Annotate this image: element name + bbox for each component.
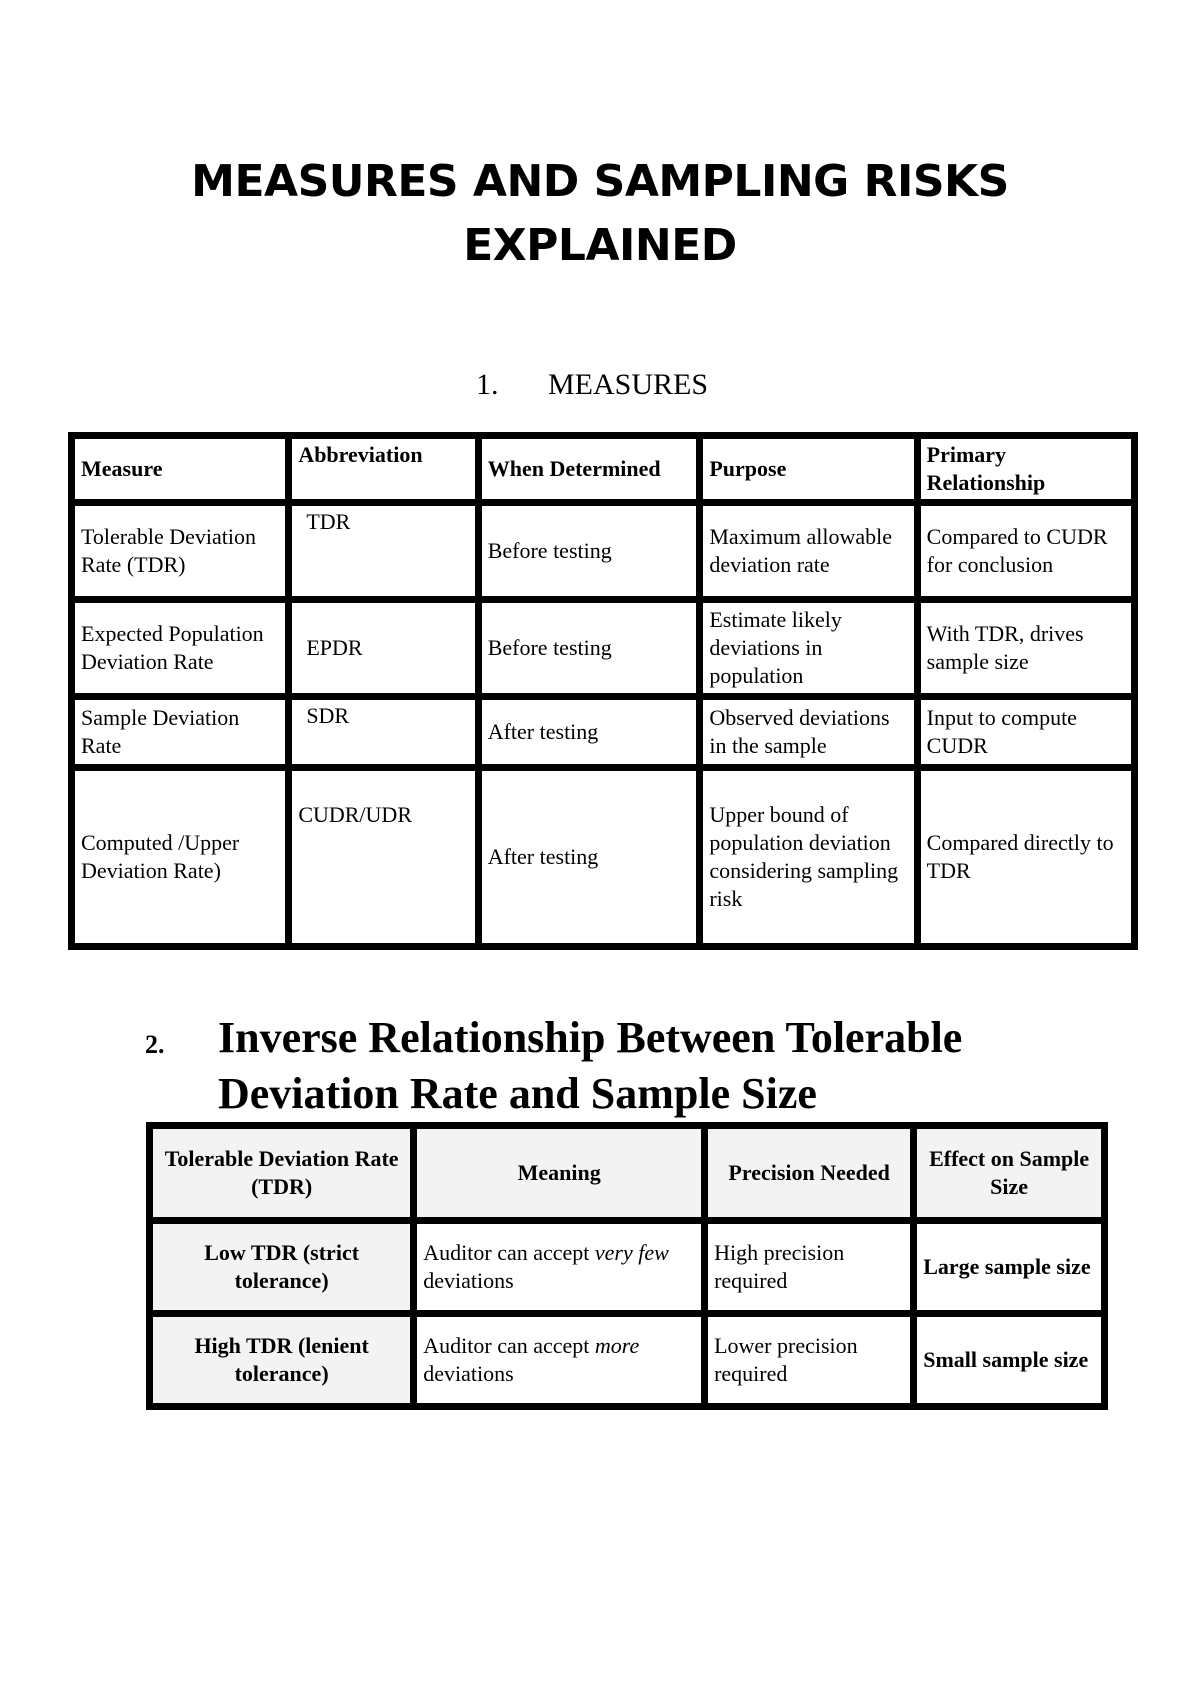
cell-when-determined: After testing [482, 771, 697, 943]
cell-effect: Large sample size [917, 1224, 1101, 1310]
table-row [153, 1224, 1101, 1310]
header-abbreviation: Abbreviation [292, 439, 474, 499]
meaning-prefix: Auditor can accept [423, 1333, 595, 1358]
cell-when-determined: Before testing [482, 603, 697, 693]
cell-purpose: Estimate likely deviations in population [703, 603, 913, 693]
table-row [75, 506, 1131, 596]
document-title-line-1: MEASURES AND SAMPLING RISKS [191, 156, 1009, 207]
cell-meaning [417, 1224, 701, 1310]
document-title-line-2: EXPLAINED [463, 220, 737, 271]
cell-effect: Small sample size [917, 1317, 1101, 1403]
cell-abbreviation: TDR [292, 506, 474, 596]
meaning-prefix: Auditor can accept [423, 1240, 595, 1265]
section-2-heading-line-2: Deviation Rate and Sample Size [218, 1069, 817, 1118]
table-row [75, 771, 1131, 943]
cell-measure: Sample Deviation Rate [75, 700, 285, 764]
cell-primary-relationship: Compared to CUDR for conclusion [921, 506, 1131, 596]
meaning-suffix: deviations [423, 1268, 514, 1293]
header-meaning: Meaning [417, 1129, 701, 1217]
tdr-header-row [153, 1129, 1101, 1217]
cell-abbreviation: EPDR [292, 603, 474, 693]
section-2-number: 2. [145, 1030, 165, 1059]
cell-precision: Lower precision required [708, 1317, 910, 1403]
cell-measure: Tolerable Deviation Rate (TDR) [75, 506, 285, 596]
cell-primary-relationship: Input to compute CUDR [921, 700, 1131, 764]
cell-primary-relationship: With TDR, drives sample size [921, 603, 1131, 693]
header-purpose: Purpose [703, 439, 913, 499]
table-row [75, 603, 1131, 693]
cell-precision: High precision required [708, 1224, 910, 1310]
cell-purpose: Observed deviations in the sample [703, 700, 913, 764]
cell-purpose: Maximum allowable deviation rate [703, 506, 913, 596]
cell-when-determined: After testing [482, 700, 697, 764]
cell-meaning [417, 1317, 701, 1403]
meaning-suffix: deviations [423, 1361, 514, 1386]
cell-purpose: Upper bound of population deviation considering sampling risk [703, 771, 913, 943]
measures-header-row [75, 439, 1131, 499]
cell-measure: Computed /Upper Deviation Rate) [75, 771, 285, 943]
cell-tdr: High TDR (lenient tolerance) [153, 1317, 410, 1403]
section-1-heading [476, 368, 708, 402]
table-row [75, 700, 1131, 764]
section-1-title: MEASURES [548, 368, 709, 401]
cell-measure: Expected Population Deviation Rate [75, 603, 285, 693]
cell-tdr: Low TDR (strict tolerance) [153, 1224, 410, 1310]
section-1-number: 1. [476, 368, 499, 401]
header-tdr: Tolerable Deviation Rate (TDR) [153, 1129, 410, 1217]
cell-abbreviation: SDR [292, 700, 474, 764]
document-title [0, 150, 1200, 278]
meaning-emphasis: more [594, 1333, 640, 1358]
header-effect-on-sample-size: Effect on Sample Size [917, 1129, 1101, 1217]
meaning-emphasis: very few [594, 1240, 669, 1265]
cell-abbreviation: CUDR/UDR [292, 771, 474, 943]
header-measure: Measure [75, 439, 285, 499]
header-when-determined: When Determined [482, 439, 697, 499]
header-primary-relationship: Primary Relationship [921, 439, 1131, 499]
table-row [153, 1317, 1101, 1403]
cell-primary-relationship: Compared directly to TDR [921, 771, 1131, 943]
section-2-heading-line-1: Inverse Relationship Between Tolerable [218, 1013, 963, 1062]
measures-table [68, 432, 1138, 950]
cell-when-determined: Before testing [482, 506, 697, 596]
section-2-heading [218, 1010, 962, 1122]
tdr-sample-size-table [146, 1122, 1108, 1410]
header-precision-needed: Precision Needed [708, 1129, 910, 1217]
